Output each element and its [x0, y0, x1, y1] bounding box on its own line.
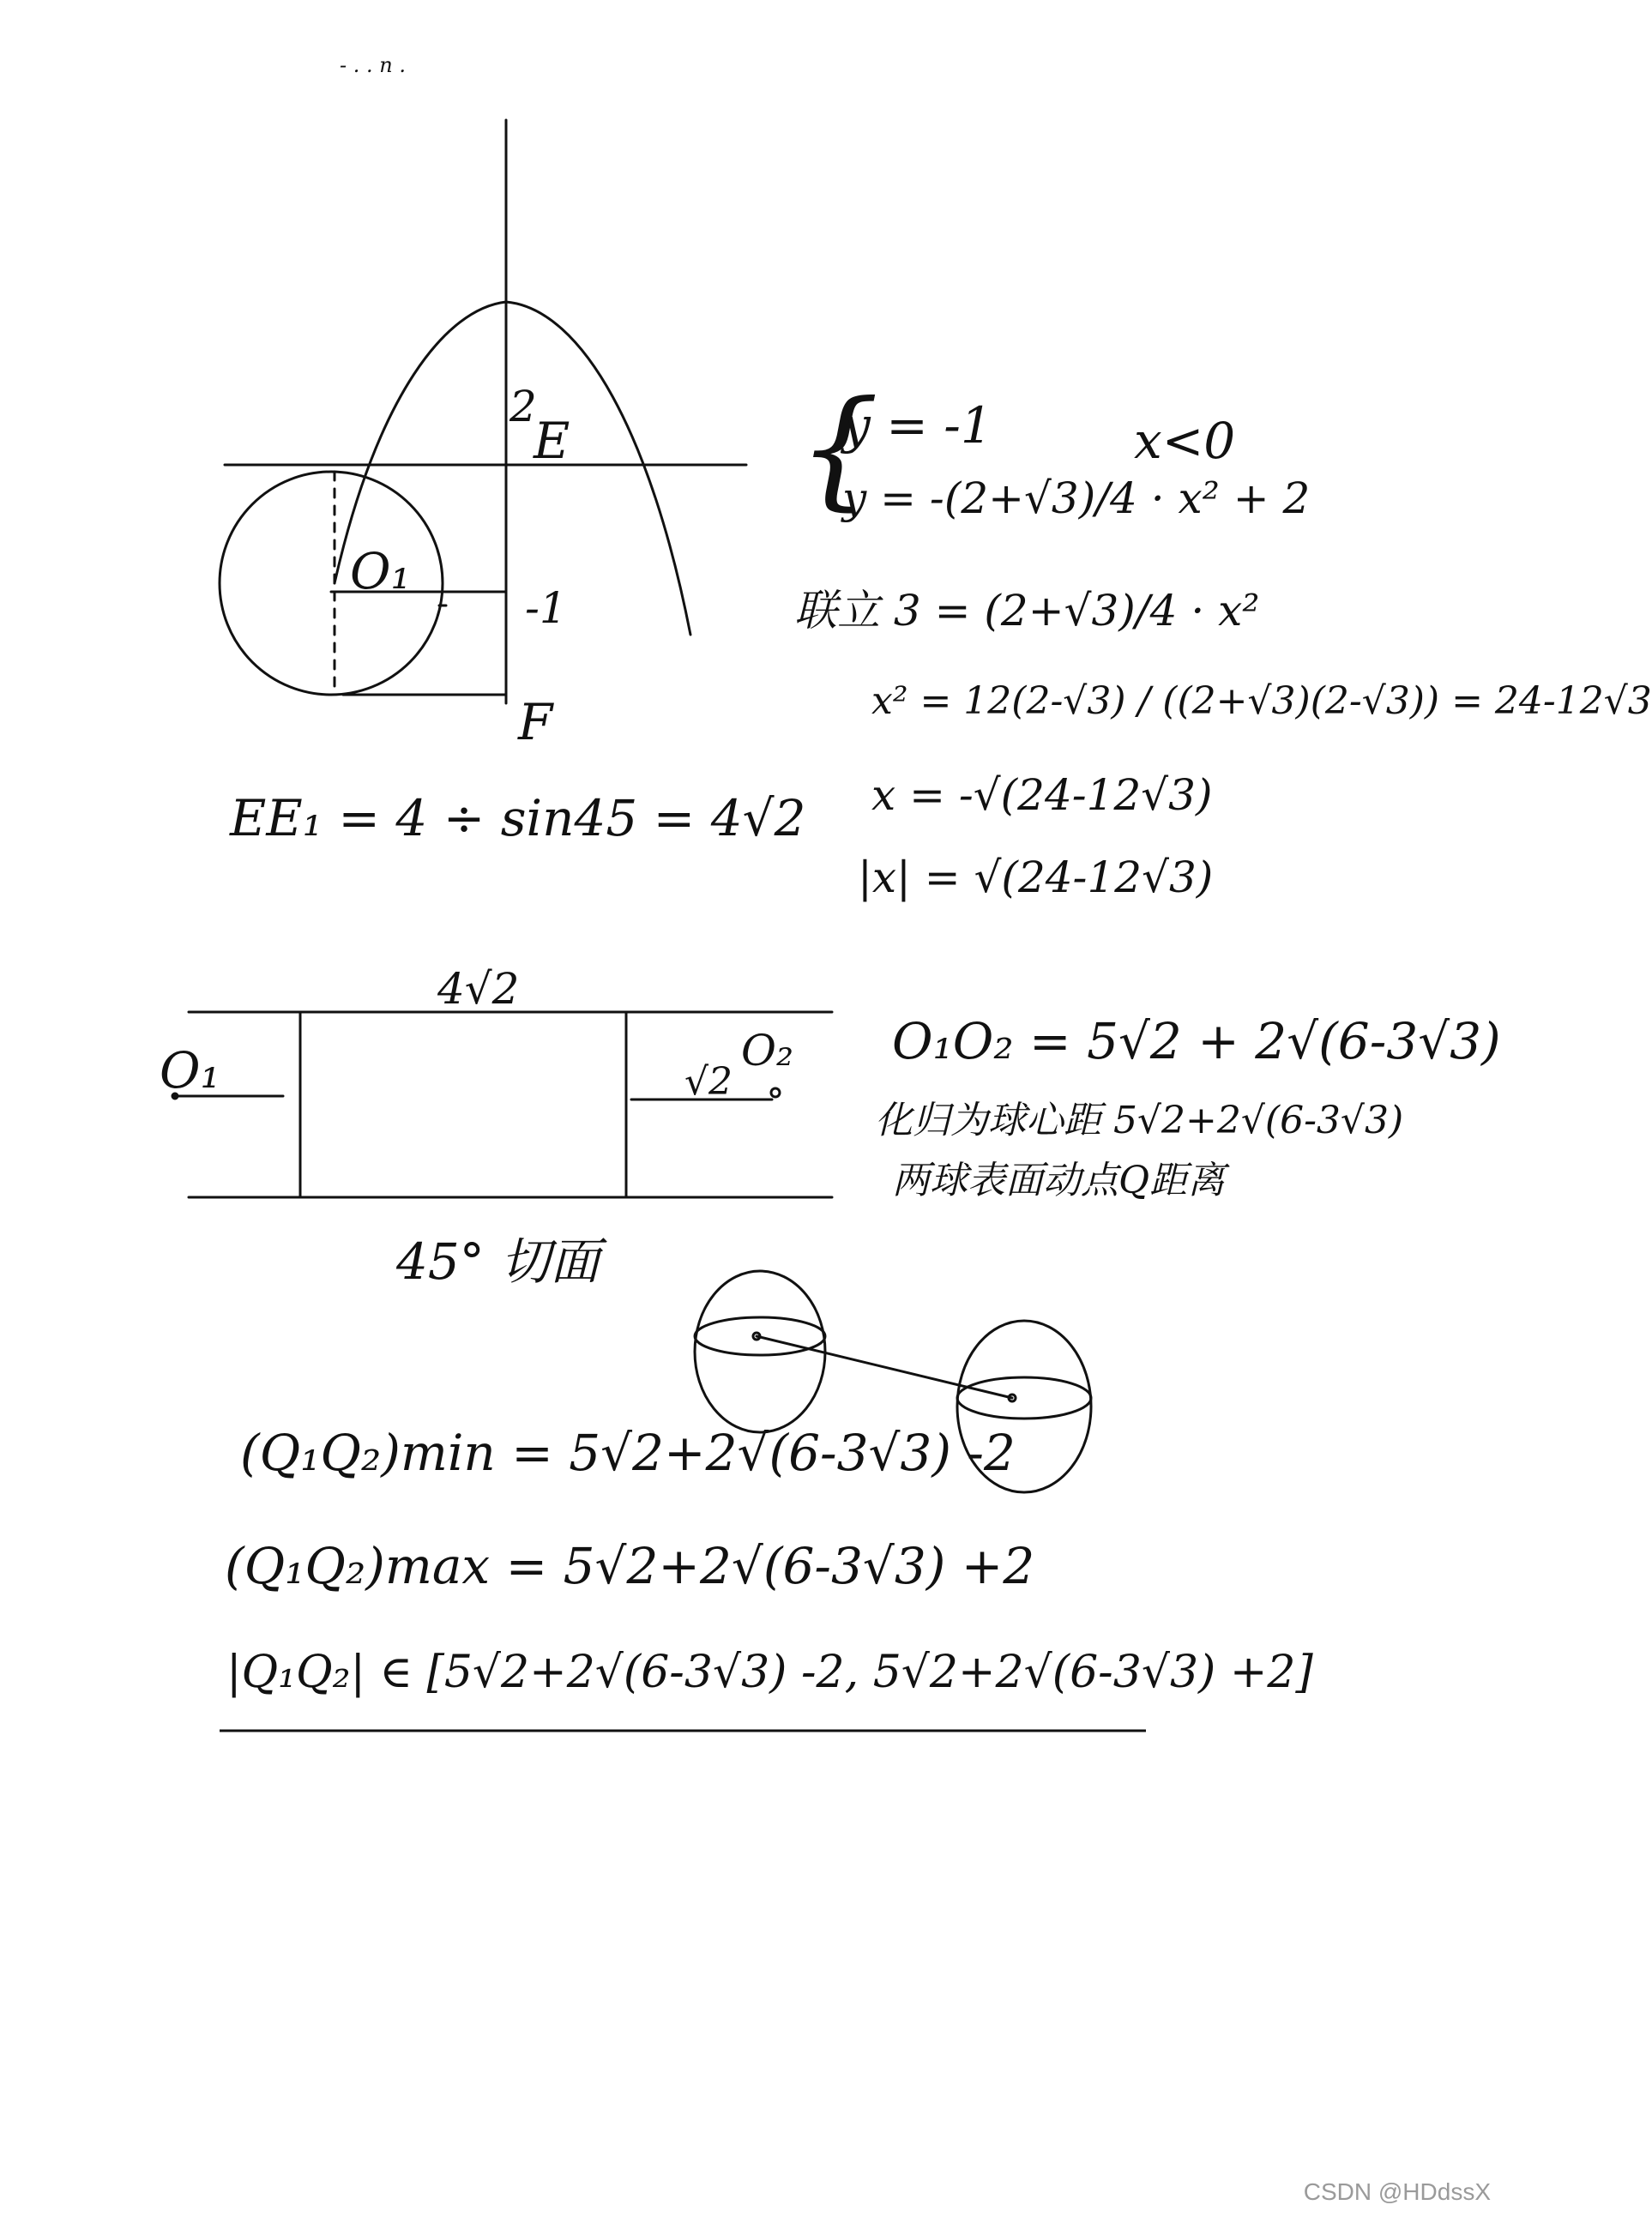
result-min: (Q₁Q₂)min = 5√2+2√(6-3√3) -2	[240, 1424, 1016, 1482]
label-f: F	[518, 693, 553, 751]
result-range: |Q₁Q₂| ∈ [5√2+2√(6-3√3) -2, 5√2+2√(6-3√3) +2]	[226, 1647, 1313, 1698]
solve-line-1: 联立 3 = (2+√3)/4 · x²	[794, 586, 1260, 636]
system-brace: {	[798, 374, 880, 523]
figure-cross-section	[154, 986, 926, 1209]
top-scribble: - . . n .	[340, 53, 406, 77]
sphere-2-equator	[957, 1377, 1091, 1419]
system-eq1: y = -1	[842, 396, 992, 455]
label-o1: O₁	[350, 542, 411, 600]
label-2: 2	[509, 382, 537, 431]
csdn-watermark: CSDN @HDdssX	[1303, 2178, 1491, 2205]
sphere-1	[695, 1271, 825, 1432]
o2-point	[771, 1088, 780, 1097]
label-neg1: -1	[525, 583, 567, 633]
solve-line-2: x² = 12(2-√3) / ((2+√3)(2-√3)) = 24-12√3	[871, 679, 1652, 723]
system-eq2: y = -(2+√3)/4 · x² + 2	[842, 473, 1311, 523]
o1o2-line-3: 两球表面动点Q距离	[892, 1159, 1226, 1202]
section-caption: 45° 切面	[396, 1232, 600, 1291]
label-e: E	[534, 412, 570, 470]
o1o2-line-2: 化归为球心距 5√2+2√(6-3√3)	[875, 1099, 1404, 1142]
solve-line-3: x = -√(24-12√3)	[871, 770, 1213, 820]
section-top-label: 4√2	[437, 964, 520, 1014]
center-connector	[757, 1336, 1012, 1398]
section-label-o2: O₂	[741, 1026, 794, 1075]
final-underline	[220, 1726, 1163, 1736]
ee1-equation: EE₁ = 4 ÷ sin45 = 4√2	[230, 789, 806, 847]
figure-two-spheres	[678, 1269, 1158, 1527]
solve-line-4: |x| = √(24-12√3)	[858, 852, 1214, 902]
o1o2-line-1: O₁O₂ = 5√2 + 2√(6-3√3)	[892, 1012, 1501, 1070]
result-max: (Q₁Q₂)max = 5√2+2√(6-3√3) +2	[225, 1537, 1035, 1595]
section-label-r: √2	[684, 1060, 733, 1104]
system-condition: x<0	[1134, 412, 1236, 470]
section-label-o1: O₁	[160, 1041, 220, 1099]
